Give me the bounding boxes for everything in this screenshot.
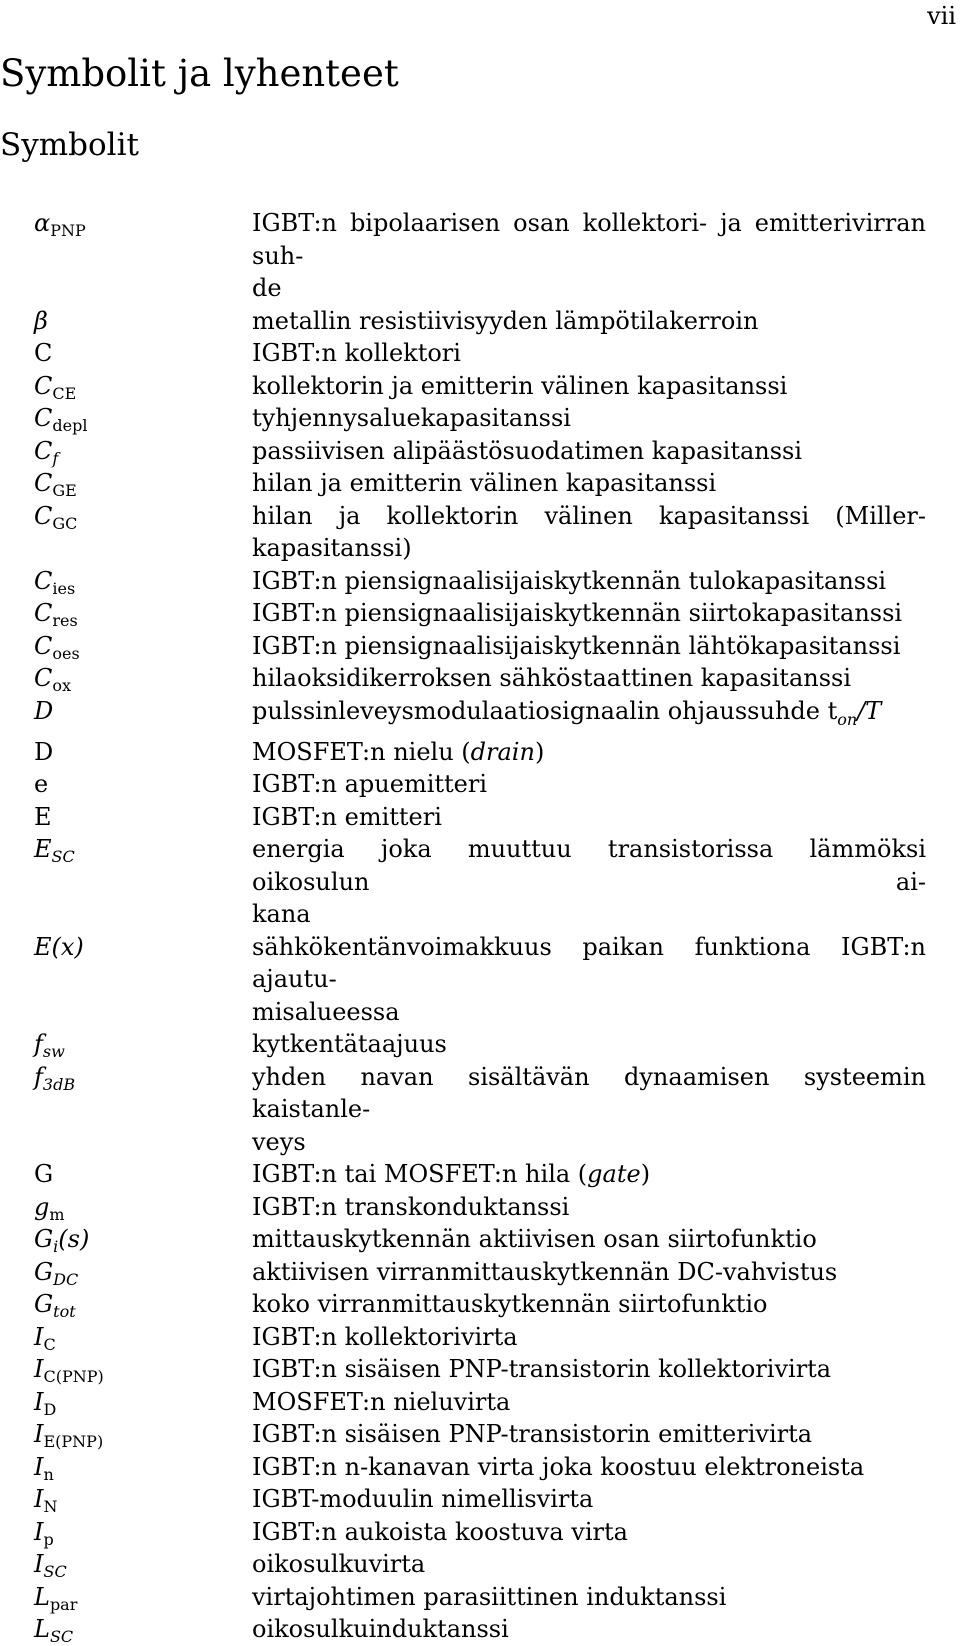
symbol-definition bbox=[252, 500, 926, 565]
symbol-definition bbox=[252, 1613, 926, 1646]
chapter-title: Symbolit ja lyhenteet bbox=[0, 52, 399, 95]
symbol-base: C bbox=[34, 469, 53, 497]
symbol-row bbox=[0, 1516, 960, 1549]
symbol-definition bbox=[252, 768, 926, 801]
symbol-definition bbox=[252, 565, 926, 598]
symbol-row bbox=[0, 402, 960, 435]
symbol-definition bbox=[252, 1516, 926, 1549]
symbol-row bbox=[0, 1061, 960, 1159]
symbol bbox=[0, 801, 252, 834]
definition-line: sähkökentänvoimakkuus paikan funktiona IGBT:n ajautu- bbox=[252, 932, 926, 994]
symbol-definition bbox=[252, 305, 926, 338]
symbol-definition bbox=[252, 1451, 926, 1484]
symbol-definition bbox=[252, 695, 926, 736]
definition-line: IGBT:n n-kanavan virta joka koostuu elektroneista bbox=[252, 1452, 865, 1481]
symbol-base: f bbox=[34, 1030, 43, 1059]
definition-text: MOSFET:n nielu ( bbox=[252, 737, 471, 766]
symbol bbox=[0, 736, 252, 769]
definition-line: kytkentätaajuus bbox=[252, 1030, 447, 1059]
definition-line: hilaoksidikerroksen sähköstaattinen kapasitanssi bbox=[252, 664, 852, 692]
definition-line: IGBT:n bipolaarisen osan kollektori- ja emitterivirran suh- bbox=[252, 209, 926, 270]
symbol-base: L bbox=[34, 1615, 50, 1644]
symbol bbox=[0, 1548, 252, 1581]
symbol bbox=[0, 1158, 252, 1191]
definition-line: IGBT:n aukoista koostuva virta bbox=[252, 1517, 628, 1546]
symbol-subscript: sw bbox=[42, 1042, 65, 1062]
symbol-row bbox=[0, 695, 960, 736]
symbol bbox=[0, 833, 252, 866]
symbol-subscript: N bbox=[43, 1497, 58, 1517]
symbol-subscript: CE bbox=[52, 383, 77, 403]
symbol bbox=[0, 1613, 252, 1646]
symbol bbox=[0, 565, 252, 598]
symbol-row bbox=[0, 337, 960, 370]
symbol-base: G bbox=[34, 1160, 54, 1189]
definition-line: IGBT:n transkonduktanssi bbox=[252, 1192, 570, 1221]
definition-line: mittauskytkennän aktiivisen osan siirtofunktio bbox=[252, 1225, 817, 1254]
symbol-subscript: 3dB bbox=[42, 1074, 76, 1094]
symbol bbox=[0, 695, 252, 728]
definition-line: IGBT:n piensignaalisijaiskytkennän lähtökapasitanssi bbox=[252, 631, 901, 660]
symbol-definition bbox=[252, 1191, 926, 1224]
symbol-row bbox=[0, 1158, 960, 1191]
symbol bbox=[0, 768, 252, 801]
symbol-subscript: SC bbox=[51, 847, 75, 867]
definition-line: de bbox=[252, 274, 282, 302]
definition-subscript: on bbox=[837, 709, 858, 729]
symbol-definition bbox=[252, 1581, 926, 1614]
symbol-row bbox=[0, 565, 960, 598]
symbol-definition bbox=[252, 1418, 926, 1451]
definition-line: virtajohtimen parasiittinen induktanssi bbox=[252, 1582, 727, 1611]
symbol-base: I bbox=[34, 1322, 44, 1351]
symbol bbox=[0, 1516, 252, 1549]
symbol-row bbox=[0, 1613, 960, 1646]
symbol-subscript: p bbox=[43, 1529, 54, 1549]
symbol-definition bbox=[252, 337, 926, 370]
symbol-definition bbox=[252, 736, 926, 769]
symbol bbox=[0, 370, 252, 403]
symbol-base: D bbox=[34, 696, 54, 725]
definition-line: MOSFET:n nieluvirta bbox=[252, 1387, 511, 1416]
symbol-subscript: GE bbox=[52, 481, 77, 500]
symbol bbox=[0, 1451, 252, 1484]
symbol-row bbox=[0, 370, 960, 403]
symbol-subscript: SC bbox=[43, 1562, 67, 1582]
symbol-subscript: GC bbox=[52, 513, 78, 533]
symbol-row bbox=[0, 768, 960, 801]
symbol-definition bbox=[252, 931, 926, 1029]
symbol-base: G bbox=[34, 1257, 54, 1286]
symbol-base: I bbox=[34, 1550, 44, 1579]
symbol-row bbox=[0, 1548, 960, 1581]
symbol-row bbox=[0, 1483, 960, 1516]
definition-line: yhden navan sisältävän dynaamisen systeemin kaistanle- bbox=[252, 1062, 926, 1124]
symbol-base: C bbox=[34, 599, 53, 627]
symbol-definition bbox=[252, 1223, 926, 1256]
definition-line: energia joka muuttuu transistorissa lämmöksi oikosulun ai- bbox=[252, 835, 926, 896]
symbol-subscript: tot bbox=[53, 1302, 76, 1322]
definition-line: metallin resistiivisyyden lämpötilakerroin bbox=[252, 306, 759, 335]
symbol-row bbox=[0, 1223, 960, 1256]
definition-line: IGBT:n kollektori bbox=[252, 339, 461, 367]
symbol bbox=[0, 1386, 252, 1419]
symbol-definition bbox=[252, 1548, 926, 1581]
symbol-subscript: par bbox=[49, 1594, 78, 1614]
symbol-row bbox=[0, 1321, 960, 1354]
definition-line: kana bbox=[252, 900, 311, 929]
symbol-row bbox=[0, 801, 960, 834]
symbol-definition bbox=[252, 1158, 926, 1191]
symbol-base: I bbox=[34, 1355, 44, 1384]
symbol-subscript: ies bbox=[52, 578, 76, 598]
symbol-row bbox=[0, 207, 960, 305]
definition-line: IGBT:n apuemitteri bbox=[252, 770, 488, 799]
symbol-row bbox=[0, 1288, 960, 1321]
symbol-row bbox=[0, 1386, 960, 1419]
symbol-subscript: DC bbox=[53, 1269, 79, 1289]
symbol-row bbox=[0, 1256, 960, 1289]
symbol-definition bbox=[252, 467, 926, 500]
symbol-base: E bbox=[34, 802, 52, 831]
definition-line: koko virranmittauskytkennän siirtofunktio bbox=[252, 1290, 768, 1319]
symbol bbox=[0, 1288, 252, 1321]
symbol-definition bbox=[252, 1353, 926, 1386]
symbol-row bbox=[0, 1028, 960, 1061]
symbol-base: e bbox=[34, 770, 49, 799]
symbol-base: I bbox=[34, 1517, 44, 1546]
symbol-definition bbox=[252, 1483, 926, 1516]
symbol-suffix: (s) bbox=[58, 1225, 90, 1254]
symbol-base: C bbox=[34, 631, 53, 660]
symbol-base: E bbox=[34, 835, 52, 864]
symbol-base: L bbox=[34, 1582, 50, 1611]
symbol-definition bbox=[252, 630, 926, 663]
symbol bbox=[0, 435, 252, 468]
symbol-row bbox=[0, 736, 960, 769]
symbol bbox=[0, 1028, 252, 1061]
symbol-base: C bbox=[34, 339, 53, 367]
symbol-definition bbox=[252, 597, 926, 630]
symbol-base: f bbox=[34, 1062, 43, 1091]
definition-text: /T bbox=[857, 696, 882, 725]
symbol-row bbox=[0, 1418, 960, 1451]
symbol-subscript: n bbox=[43, 1464, 54, 1484]
symbol-list bbox=[0, 207, 960, 1646]
symbol bbox=[0, 931, 252, 964]
symbol-row bbox=[0, 931, 960, 1029]
symbol bbox=[0, 467, 252, 500]
definition-text: drain bbox=[470, 737, 535, 766]
symbol-subscript: PNP bbox=[50, 221, 86, 240]
symbol-row bbox=[0, 662, 960, 695]
symbol-definition bbox=[252, 1061, 926, 1159]
symbol-base: C bbox=[34, 664, 53, 692]
symbol-definition bbox=[252, 402, 926, 435]
symbol-definition bbox=[252, 1386, 926, 1419]
symbol bbox=[0, 1061, 252, 1094]
symbol-row bbox=[0, 1353, 960, 1386]
definition-line: IGBT:n piensignaalisijaiskytkennän siirtokapasitanssi bbox=[252, 599, 903, 627]
symbol bbox=[0, 305, 252, 338]
definition-line: oikosulkuvirta bbox=[252, 1550, 426, 1579]
definition-line: kapasitanssi) bbox=[252, 534, 412, 562]
symbol-definition bbox=[252, 833, 926, 931]
section-title: Symbolit bbox=[0, 127, 139, 163]
definition-line: kollektorin ja emitterin välinen kapasitanssi bbox=[252, 371, 788, 400]
page-number: vii bbox=[927, 2, 956, 30]
symbol-base: g bbox=[34, 1192, 50, 1221]
symbol bbox=[0, 597, 252, 630]
symbol-definition bbox=[252, 1028, 926, 1061]
symbol bbox=[0, 1353, 252, 1386]
definition-line: hilan ja kollektorin välinen kapasitanssi (Miller- bbox=[252, 501, 926, 530]
symbol-definition bbox=[252, 1288, 926, 1321]
symbol-base: I bbox=[34, 1420, 44, 1449]
definition-line: IGBT:n kollektorivirta bbox=[252, 1322, 518, 1351]
symbol-subscript: C bbox=[43, 1334, 56, 1354]
symbol-definition bbox=[252, 370, 926, 403]
symbol-row bbox=[0, 1581, 960, 1614]
symbol bbox=[0, 500, 252, 533]
symbol bbox=[0, 662, 252, 695]
symbol-subscript: C(PNP) bbox=[43, 1367, 104, 1387]
symbol-base: I bbox=[34, 1485, 44, 1514]
symbol-base: C bbox=[34, 436, 53, 465]
symbol-base: D bbox=[34, 737, 54, 766]
definition-line: IGBT:n piensignaalisijaiskytkennän tulokapasitanssi bbox=[252, 566, 887, 595]
symbol-row bbox=[0, 305, 960, 338]
symbol-base: G bbox=[34, 1225, 54, 1254]
definition-line: IGBT:n sisäisen PNP-transistorin kollektorivirta bbox=[252, 1355, 832, 1384]
symbol-row bbox=[0, 435, 960, 468]
symbol-base: C bbox=[34, 501, 53, 530]
definition-line: IGBT:n sisäisen PNP-transistorin emitterivirta bbox=[252, 1420, 813, 1449]
definition-line: veys bbox=[252, 1127, 306, 1156]
symbol-base: G bbox=[34, 1290, 54, 1319]
symbol-subscript: m bbox=[49, 1204, 65, 1224]
definition-line: oikosulkuinduktanssi bbox=[252, 1615, 509, 1644]
symbol-base: C bbox=[34, 371, 53, 400]
symbol-base: E(x) bbox=[34, 932, 84, 961]
symbol-row bbox=[0, 467, 960, 500]
symbol-subscript: E(PNP) bbox=[43, 1432, 104, 1452]
symbol-row bbox=[0, 630, 960, 663]
definition-text: ) bbox=[640, 1160, 651, 1189]
symbol bbox=[0, 207, 252, 240]
symbol-subscript: SC bbox=[49, 1627, 74, 1646]
symbol bbox=[0, 1321, 252, 1354]
symbol-base: I bbox=[34, 1387, 44, 1416]
symbol-base: α bbox=[34, 209, 51, 237]
symbol-row bbox=[0, 833, 960, 931]
symbol bbox=[0, 1191, 252, 1224]
symbol-definition bbox=[252, 435, 926, 468]
symbol-row bbox=[0, 597, 960, 630]
definition-text: ) bbox=[534, 737, 545, 766]
symbol bbox=[0, 1256, 252, 1289]
symbol-definition bbox=[252, 801, 926, 834]
symbol bbox=[0, 1418, 252, 1451]
definition-line: hilan ja emitterin välinen kapasitanssi bbox=[252, 469, 717, 497]
symbol bbox=[0, 630, 252, 663]
symbol bbox=[0, 1483, 252, 1516]
symbol-subscript: depl bbox=[52, 416, 88, 435]
symbol bbox=[0, 337, 252, 370]
symbol-subscript: oes bbox=[52, 643, 80, 663]
symbol-subscript: ox bbox=[52, 676, 72, 695]
definition-line: tyhjennysaluekapasitanssi bbox=[252, 404, 571, 432]
symbol-definition bbox=[252, 1256, 926, 1289]
symbol-subscript: i bbox=[53, 1237, 59, 1257]
definition-text: pulssinleveysmodulaatiosignaalin ohjaussuhde t bbox=[252, 696, 838, 725]
definition-text: gate bbox=[587, 1160, 641, 1189]
definition-text: IGBT:n tai MOSFET:n hila ( bbox=[252, 1160, 588, 1189]
symbol bbox=[0, 1223, 252, 1256]
symbol-base: β bbox=[34, 306, 48, 335]
symbol-base: C bbox=[34, 404, 53, 432]
symbol-subscript: res bbox=[52, 611, 78, 630]
symbol-subscript: D bbox=[43, 1399, 57, 1419]
symbol-row bbox=[0, 1191, 960, 1224]
symbol bbox=[0, 402, 252, 435]
definition-line: misalueessa bbox=[252, 997, 400, 1026]
definition-line: aktiivisen virranmittauskytkennän DC-vahvistus bbox=[252, 1257, 838, 1286]
symbol-row bbox=[0, 500, 960, 565]
symbol-definition bbox=[252, 207, 926, 305]
symbol-definition bbox=[252, 662, 926, 695]
symbol-base: C bbox=[34, 566, 53, 595]
symbol bbox=[0, 1581, 252, 1614]
definition-line: IGBT-moduulin nimellisvirta bbox=[252, 1485, 594, 1514]
symbol-definition bbox=[252, 1321, 926, 1354]
definition-line: IGBT:n emitteri bbox=[252, 802, 442, 831]
definition-line: passiivisen alipäästösuodatimen kapasitanssi bbox=[252, 436, 803, 465]
symbol-row bbox=[0, 1451, 960, 1484]
symbol-base: I bbox=[34, 1452, 44, 1481]
symbol-subscript: f bbox=[52, 448, 59, 468]
